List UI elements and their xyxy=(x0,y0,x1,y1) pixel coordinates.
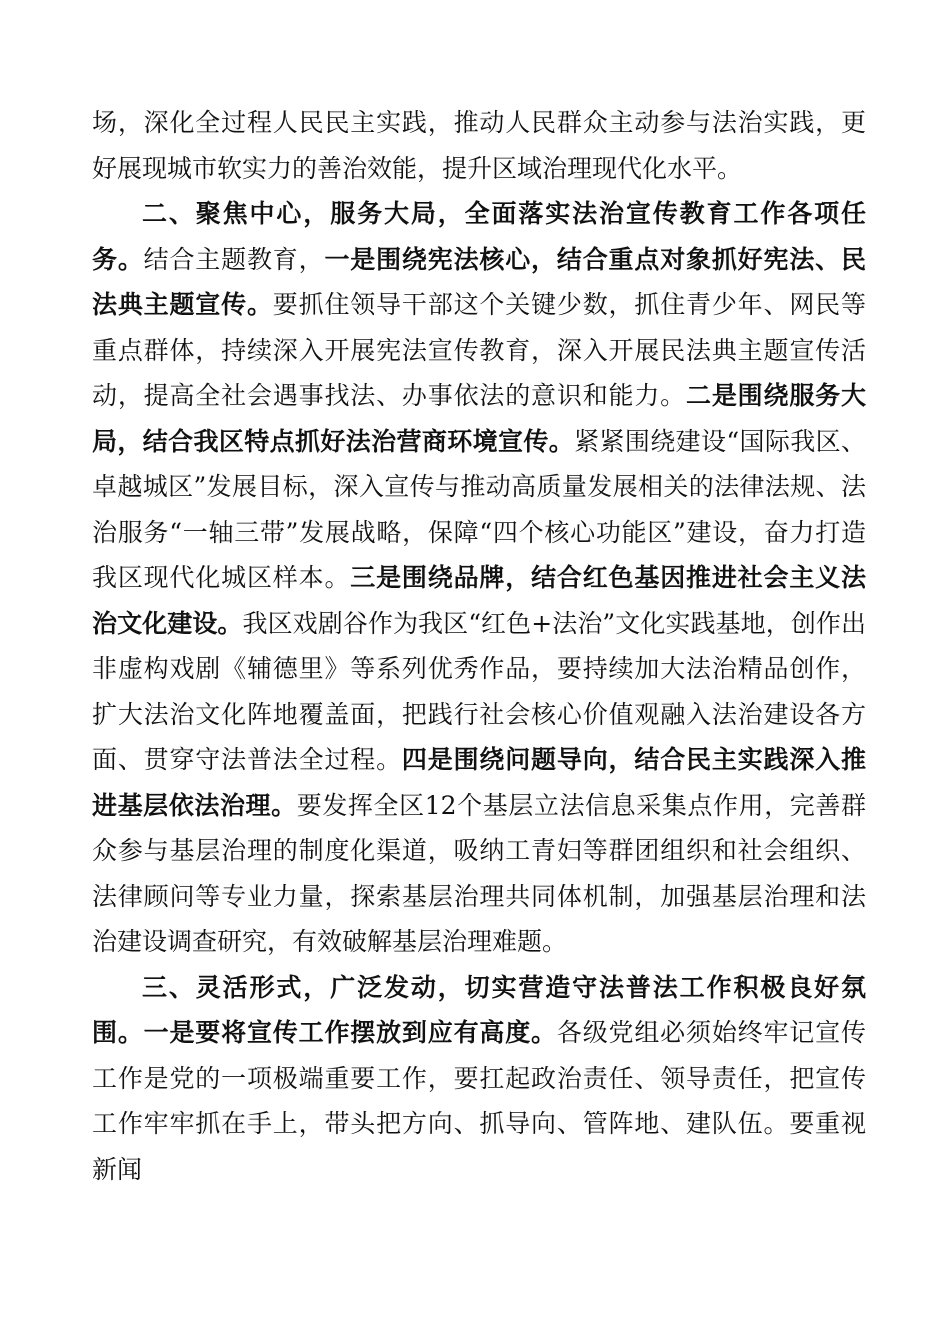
section-two-point-2-text: 紧紧围绕建设“国际我区、卓越城区”发展目标，深入宣传与推动高质量发展相关的法律法规、法治服务“一轴三带”发展战略，保障“四个核心功能区”建设，奋力打造我区现代化城区样本。 xyxy=(92,426,866,592)
section-two-intro: 结合主题教育， xyxy=(143,244,325,274)
section-three-point-1-text: 各级党组必须始终牢记宣传工作是党的一项极端重要工作，要扛起政治责任、领导责任，把宣传工作牢牢抓在手上，带头把方向、抓导向、管阵地、建队伍。要重视新闻 xyxy=(92,1018,866,1184)
section-three-heading: 三、灵活形式，广泛发动，切实营造守法普法工作积极良好氛围。 xyxy=(92,972,866,1047)
section-two-heading: 二、聚焦中心，服务大局，全面落实法治宣传教育工作各项任务。 xyxy=(92,199,866,274)
document-page xyxy=(92,100,866,1192)
section-two-point-1-text: 要抓住领导干部这个关键少数，抓住青少年、网民等重点群体，持续深入开展宪法宣传教育，深入开展民法典主题宣传活动，提高全社会遇事找法、办事依法的意识和能力。 xyxy=(92,290,866,410)
section-two-point-4-text: 要发挥全区12个基层立法信息采集点作用，完善群众参与基层治理的制度化渠道，吸纳工青妇等群团组织和社会组织、法律顾问等专业力量，探索基层治理共同体机制，加强基层治理和法治建设调查研究，有效破解基层治理难题。 xyxy=(92,790,866,956)
paragraph-section-two xyxy=(92,191,866,965)
section-three-point-1-title: 一是要将宣传工作摆放到应有高度。 xyxy=(143,1018,557,1047)
paragraph-section-three xyxy=(92,965,866,1193)
section-two-point-4-title: 四是围绕问题导向，结合民主实践深入推进基层依法治理。 xyxy=(92,745,866,820)
section-two-point-2-title: 二是围绕服务大局，结合我区特点抓好法治营商环境宣传。 xyxy=(92,381,866,456)
section-two-point-3-title: 三是围绕品牌，结合红色基因推进社会主义法治文化建设。 xyxy=(92,563,866,638)
section-two-point-1-title: 一是围绕宪法核心，结合重点对象抓好宪法、民法典主题宣传。 xyxy=(92,244,866,319)
section-two-point-3-text: 我区戏剧谷作为我区“红色+法治”文化实践基地，创作出非虚构戏剧《辅德里》等系列优秀作品，要持续加大法治精品创作，扩大法治文化阵地覆盖面，把践行社会核心价值观融入法治建设各方面、贯穿守法普法全过程。 xyxy=(92,608,866,774)
paragraph-continuation: 场，深化全过程人民民主实践，推动人民群众主动参与法治实践，更好展现城市软实力的善治效能，提升区域治理现代化水平。 xyxy=(92,108,866,183)
